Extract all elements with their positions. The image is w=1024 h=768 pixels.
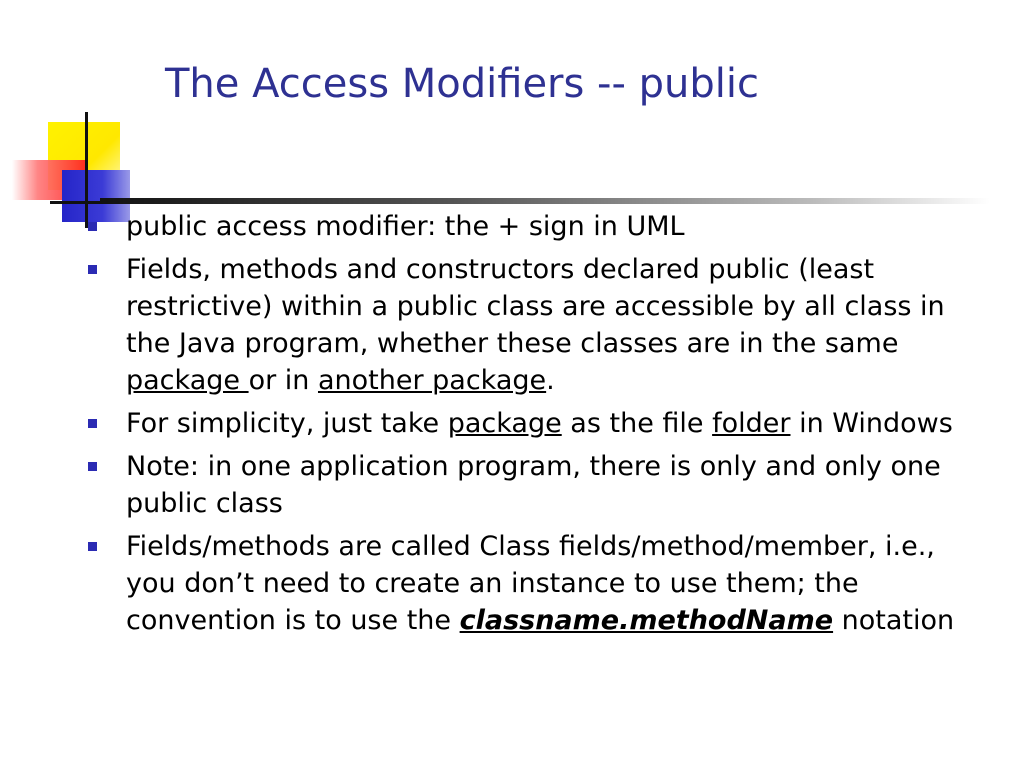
square-bullet-icon bbox=[88, 462, 97, 471]
bullet-text: Note: in one application program, there is only and only one public class bbox=[126, 451, 941, 519]
bullet-item bbox=[86, 251, 986, 399]
slide-title: The Access Modifiers -- public bbox=[165, 61, 759, 107]
square-bullet-icon bbox=[88, 265, 97, 274]
bullet-item bbox=[86, 528, 986, 639]
bullet-item bbox=[86, 208, 986, 245]
classname-methodname-emphasis: classname.methodName bbox=[459, 605, 834, 636]
bullet-text: public access modifier: the + sign in UML bbox=[126, 211, 685, 242]
package-link[interactable]: package bbox=[126, 365, 249, 396]
folder-link[interactable]: folder bbox=[712, 408, 791, 439]
slide-content bbox=[86, 208, 986, 645]
square-bullet-icon bbox=[88, 542, 97, 551]
bullet-text: notation bbox=[833, 605, 955, 636]
bullet-text: as the file bbox=[561, 408, 713, 439]
bullet-item bbox=[86, 448, 986, 522]
another-package-link[interactable]: another package bbox=[317, 365, 547, 396]
square-bullet-icon bbox=[88, 419, 97, 428]
decorative-logo bbox=[0, 0, 200, 240]
bullet-text: or in bbox=[248, 365, 318, 396]
bullet-text: For simplicity, just take bbox=[126, 408, 448, 439]
bullet-text: . bbox=[546, 365, 555, 396]
title-divider bbox=[100, 198, 990, 204]
bullet-text: in Windows bbox=[790, 408, 953, 439]
square-bullet-icon bbox=[88, 222, 97, 231]
horizontal-line-shape bbox=[50, 201, 100, 204]
bullet-text: Fields/methods are called Class fields/method/member, i.e., you don’t need to create an instance to use them; the convention is to use the bbox=[126, 531, 935, 636]
bullet-list bbox=[86, 208, 986, 639]
package-link[interactable]: package bbox=[447, 408, 562, 439]
bullet-text: Fields, methods and constructors declared public (least restrictive) within a public class are accessible by all class in the Java program, whether these classes are in the same bbox=[126, 254, 945, 359]
bullet-item bbox=[86, 405, 986, 442]
